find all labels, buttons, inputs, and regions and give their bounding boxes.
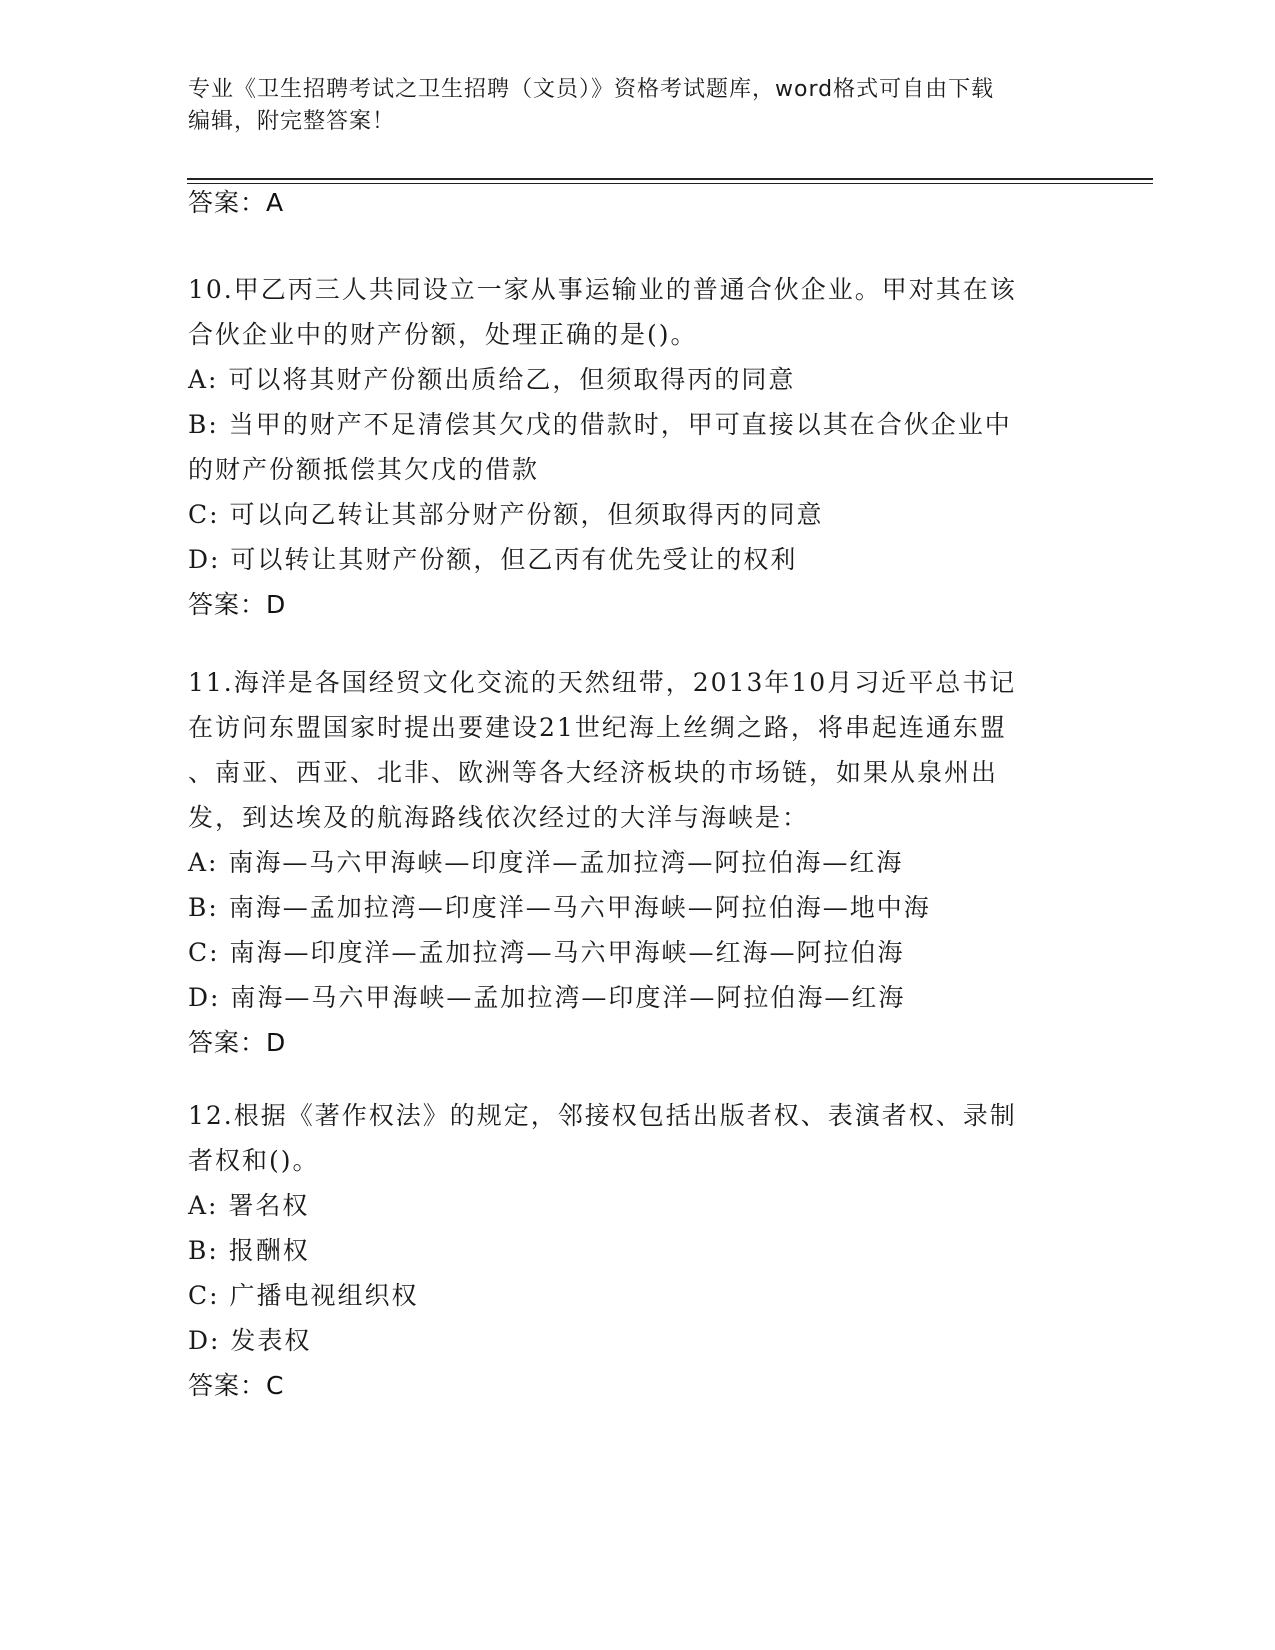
answer-label: 答案：D xyxy=(188,1028,287,1057)
option-c: C: 可以向乙转让其部分财产份额，但须取得丙的同意 xyxy=(188,500,824,529)
answer-label: 答案：D xyxy=(188,590,287,619)
question-text-line: 合伙企业中的财产份额，处理正确的是()。 xyxy=(188,320,698,349)
previous-answer-block xyxy=(188,180,1088,225)
question-text-line: 发，到达埃及的航海路线依次经过的大洋与海峡是： xyxy=(188,803,810,832)
answer-label: 答案：C xyxy=(188,1371,285,1400)
option-b-continued: 的财产份额抵偿其欠戊的借款 xyxy=(188,455,540,484)
option-d: D: 可以转让其财产份额，但乙丙有优先受让的权利 xyxy=(188,545,798,574)
question-text-line: 11.海洋是各国经贸文化交流的天然纽带，2013年10月习近平总书记 xyxy=(188,668,1017,697)
header-line-2: 编辑，附完整答案！ xyxy=(188,109,396,134)
option-d: D: 南海—马六甲海峡—孟加拉湾—印度洋—阿拉伯海—红海 xyxy=(188,983,906,1012)
question-12 xyxy=(188,1093,1088,1408)
header-line-1: 专业《卫生招聘考试之卫生招聘（文员）》资格考试题库，word格式可自由下载 xyxy=(188,77,995,102)
question-text-line: 、南亚、西亚、北非、欧洲等各大经济板块的市场链，如果从泉州出 xyxy=(188,758,999,787)
option-b: B: 南海—孟加拉湾—印度洋—马六甲海峡—阿拉伯海—地中海 xyxy=(188,893,931,922)
option-c: C: 南海—印度洋—孟加拉湾—马六甲海峡—红海—阿拉伯海 xyxy=(188,938,905,967)
option-c: C: 广播电视组织权 xyxy=(188,1281,419,1310)
question-text-line: 在访问东盟国家时提出要建设21世纪海上丝绸之路，将串起连通东盟 xyxy=(188,713,1007,742)
option-a: A: 南海—马六甲海峡—印度洋—孟加拉湾—阿拉伯海—红海 xyxy=(188,848,904,877)
question-text-line: 者权和()。 xyxy=(188,1146,320,1175)
option-b: B: 当甲的财产不足清偿其欠戊的借款时，甲可直接以其在合伙企业中 xyxy=(188,410,1012,439)
page-header xyxy=(188,74,1088,138)
option-d: D: 发表权 xyxy=(188,1326,312,1355)
option-a: A: 可以将其财产份额出质给乙，但须取得丙的同意 xyxy=(188,365,796,394)
option-b: B: 报酬权 xyxy=(188,1236,310,1265)
question-11 xyxy=(188,660,1088,1065)
question-10 xyxy=(188,267,1088,627)
question-text-line: 10.甲乙丙三人共同设立一家从事运输业的普通合伙企业。甲对其在该 xyxy=(188,275,1017,304)
option-a: A: 署名权 xyxy=(188,1191,310,1220)
question-text-line: 12.根据《著作权法》的规定，邻接权包括出版者权、表演者权、录制 xyxy=(188,1101,1017,1130)
answer-label: 答案：A xyxy=(188,188,285,217)
